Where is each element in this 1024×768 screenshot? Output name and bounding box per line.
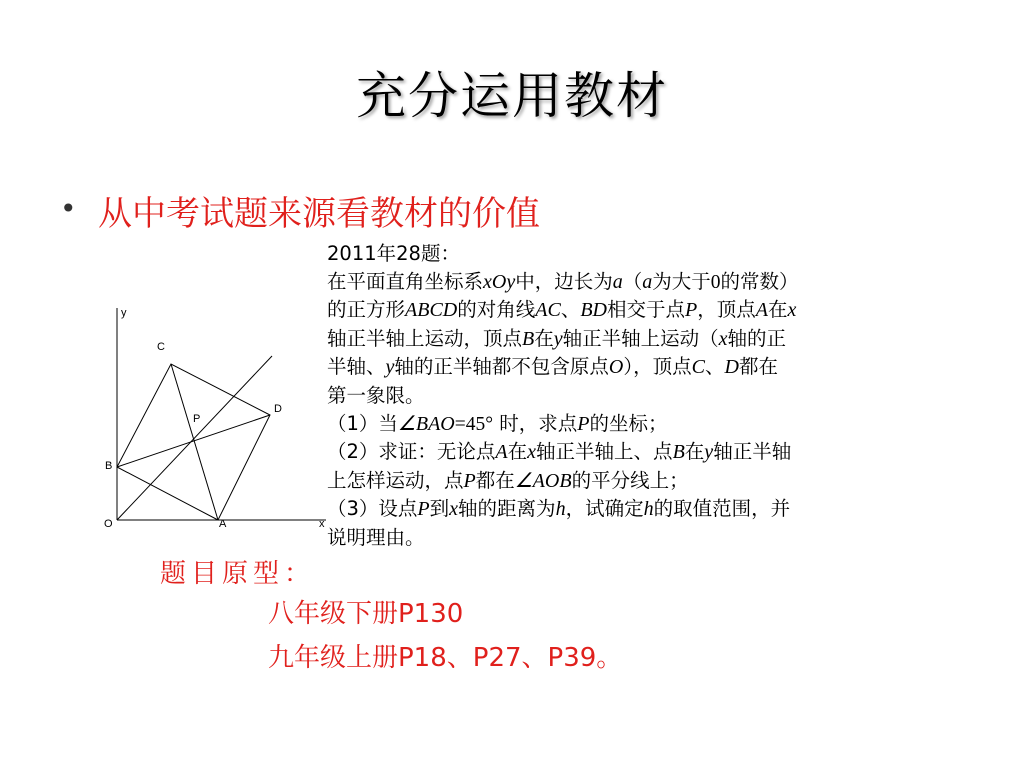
source-label: 题目原型： [160, 559, 316, 589]
label-a: A [219, 518, 227, 530]
label-x: x [319, 518, 325, 530]
square-abcd [117, 364, 270, 520]
bullet-text: 从中考试题来源看教材的价值 [98, 194, 540, 234]
angle-bisector-line [117, 356, 272, 520]
diagonal-ac [171, 364, 218, 520]
problem-line: （3）设点P到x轴的距离为h，试确定h的取值范围，并 [327, 497, 791, 521]
textbook-reference: 九年级上册P18、P27、P39。 [268, 643, 623, 673]
problem-line: 在平面直角坐标系xOy中，边长为a（a为大于0的常数） [327, 269, 799, 293]
problem-line: 半轴、y轴的正半轴都不包含原点O），顶点C、D都在 [327, 355, 778, 379]
label-d: D [274, 403, 282, 415]
label-p: P [193, 413, 201, 425]
geometry-diagram [96, 300, 332, 536]
problem-line: 第一象限。 [327, 383, 425, 407]
textbook-reference: 八年级下册P130 [268, 599, 464, 629]
problem-line: （1）当∠BAO=45° 时，求点P的坐标； [327, 411, 668, 435]
label-o: O [104, 518, 113, 530]
label-y: y [121, 307, 127, 319]
label-c: C [157, 341, 165, 353]
bullet-marker: • [60, 192, 77, 225]
problem-line: 上怎样运动，点P都在∠AOB的平分线上； [327, 468, 689, 492]
label-b: B [105, 460, 113, 472]
problem-line: 说明理由。 [327, 525, 425, 549]
slide-title: 充分运用教材 [356, 67, 668, 125]
problem-line: （2）求证：无论点A在x轴正半轴上、点B在y轴正半轴 [327, 440, 792, 464]
problem-heading: 2011年28题： [327, 242, 460, 265]
problem-text [327, 240, 942, 552]
problem-line: 的正方形ABCD的对角线AC、BD相交于点P，顶点A在x [327, 298, 797, 322]
problem-line: 轴正半轴上运动，顶点B在y轴正半轴上运动（x轴的正 [327, 326, 787, 350]
